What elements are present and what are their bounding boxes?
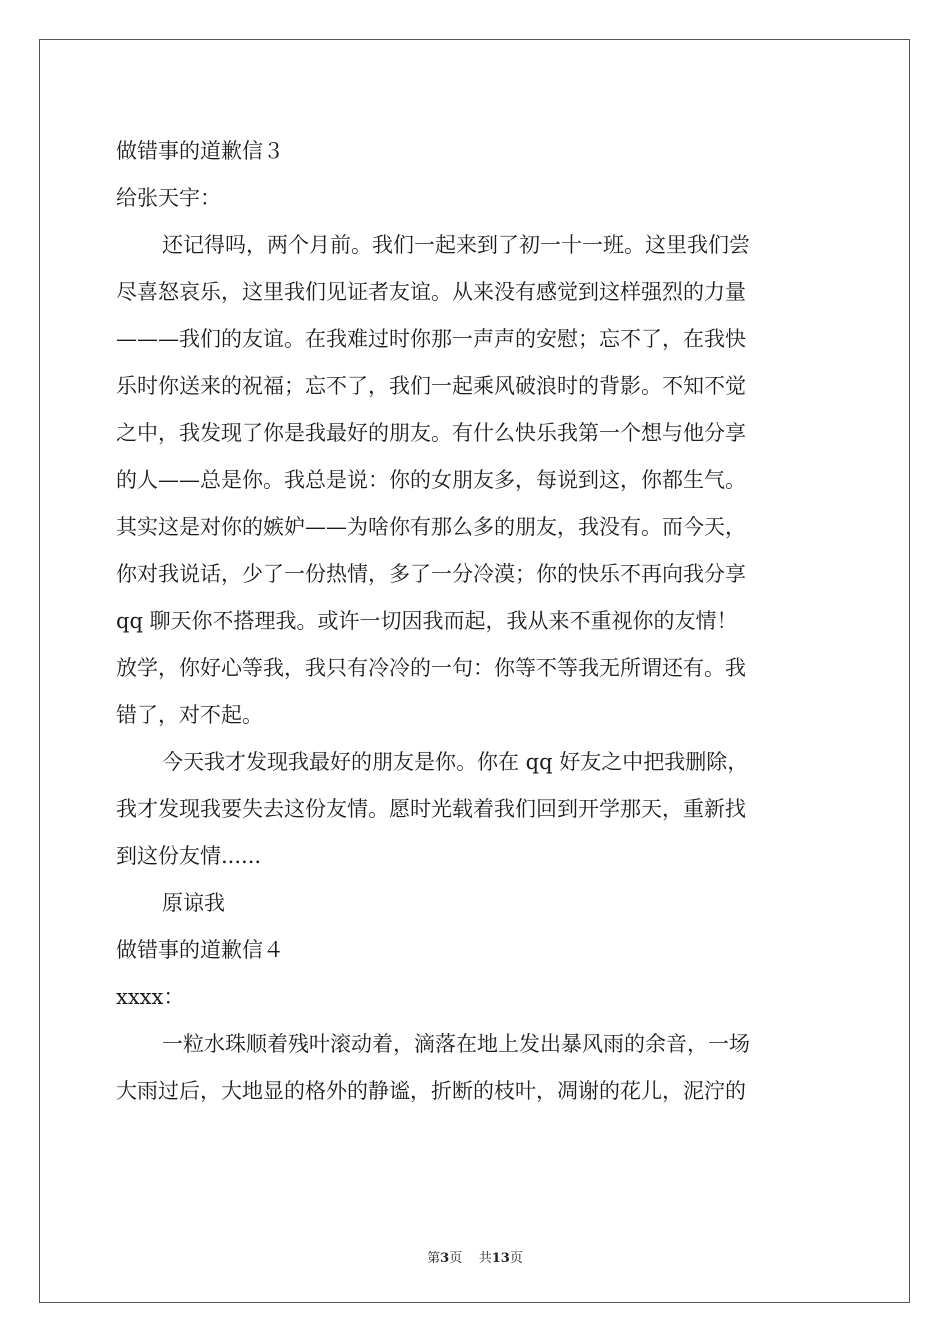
paragraph-line: 大雨过后，大地显的格外的静谧，折断的枝叶，凋谢的花儿，泥泞的	[116, 1079, 746, 1103]
page-number: 3	[440, 1251, 450, 1266]
total-suffix: 页	[509, 1251, 523, 1266]
paragraph-line: qq 聊天你不搭理我。或许一切因我而起，我从来不重视你的友情！	[116, 609, 738, 633]
salutation-3: 给张天宇：	[116, 186, 221, 210]
paragraph-line: 你对我说话，少了一份热情，多了一分冷漠；你的快乐不再向我分享	[116, 562, 746, 586]
paragraph-line: 之中，我发现了你是我最好的朋友。有什么快乐我第一个想与他分享	[116, 421, 746, 445]
paragraph-line: 放学，你好心等我，我只有冷冷的一句：你等不等我无所谓还有。我	[116, 656, 746, 680]
paragraph-line: 的人——总是你。我总是说：你的女朋友多，每说到这，你都生气。	[116, 468, 746, 492]
document-body	[116, 128, 832, 1115]
paragraph-line: 错了，对不起。	[116, 703, 263, 727]
total-pages: 13	[491, 1251, 510, 1266]
letter-heading-4: 做错事的道歉信４	[116, 938, 284, 962]
total-prefix: 共	[478, 1251, 492, 1266]
paragraph-line: ———我们的友谊。在我难过时你那一声声的安慰；忘不了，在我快	[116, 327, 746, 351]
paragraph-3	[116, 1021, 832, 1115]
page-prefix: 第	[427, 1251, 441, 1266]
closing-3: 原谅我	[162, 891, 225, 915]
paragraph-1	[116, 222, 832, 739]
salutation-4: xxxx：	[116, 985, 185, 1009]
paragraph-line: 还记得吗，两个月前。我们一起来到了初一十一班。这里我们尝	[162, 233, 750, 257]
letter-heading-3: 做错事的道歉信３	[116, 139, 284, 163]
paragraph-line: 乐时你送来的祝福；忘不了，我们一起乘风破浪时的背影。不知不觉	[116, 374, 746, 398]
paragraph-line: 到这份友情......	[116, 844, 262, 868]
paragraph-line: 一粒水珠顺着残叶滚动着，滴落在地上发出暴风雨的余音，一场	[162, 1032, 750, 1056]
paragraph-2	[116, 739, 832, 880]
page-suffix: 页	[449, 1251, 463, 1266]
paragraph-line: 尽喜怒哀乐，这里我们见证者友谊。从来没有感觉到这样强烈的力量	[116, 280, 746, 304]
paragraph-line: 其实这是对你的嫉妒——为啥你有那么多的朋友，我没有。而今天，	[116, 515, 746, 539]
page-footer	[0, 1247, 950, 1266]
paragraph-line: 我才发现我要失去这份友情。愿时光载着我们回到开学那天，重新找	[116, 797, 746, 821]
paragraph-line: 今天我才发现我最好的朋友是你。你在 qq 好友之中把我删除，	[162, 750, 749, 774]
